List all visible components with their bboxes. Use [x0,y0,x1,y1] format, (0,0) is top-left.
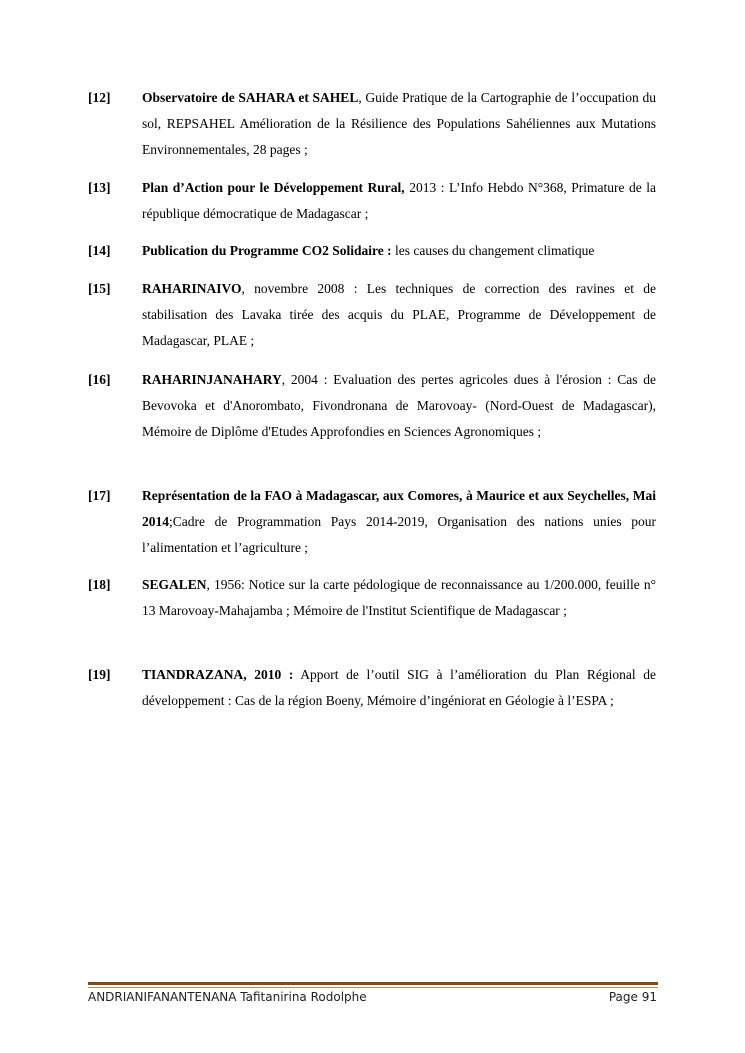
reference-number: [12] [88,90,111,105]
reference-details: , novembre 2008 : Les techniques de correction des ravines et de stabilisation des Lavaka tirée des acquis du PLAE, Programme de Développement de Madagascar, PLAE ; [142,281,656,348]
reference-text [142,662,656,714]
footer-rule-thin [88,987,658,988]
reference-item [88,175,658,227]
reference-text [142,276,656,354]
reference-author: Publication du Programme CO2 Solidaire : [142,243,392,258]
reference-text [142,483,656,561]
reference-item [88,662,658,714]
reference-author: Observatoire de SAHARA et SAHEL [142,90,359,105]
reference-text [142,572,656,624]
reference-text [142,85,656,163]
reference-author: Plan d’Action pour le Développement Rural, [142,180,405,195]
reference-number: [15] [88,281,111,296]
reference-details: Apport de l’outil SIG à l’amélioration du Plan Régional de développement : Cas de la région Boeny, Mémoire d’ingéniorat en Géologie à l’ESPA ; [142,667,656,708]
reference-text [142,367,656,445]
reference-details: , 2004 : Evaluation des pertes agricoles dues à l'érosion : Cas de Bevovoka et d'Anorombato, Fivondronana de Marovoay- (Nord-Ouest de Madagascar), Mémoire de Diplôme d'Etudes Approfondies en Sciences Agronomiques ; [142,372,656,439]
reference-author: RAHARINJANAHARY [142,372,282,387]
reference-details: 2013 : L’Info Hebdo N°368, Primature de la république démocratique de Madagascar ; [142,180,657,221]
reference-text [142,238,656,264]
footer-author: ANDRIANIFANANTENANA Tafitanirina Rodolphe [88,990,367,1004]
reference-number: [18] [88,577,111,592]
reference-author: TIANDRAZANA, 2010 : [142,667,294,682]
footer-rule [88,982,658,985]
reference-item [88,367,658,445]
reference-item [88,85,658,163]
reference-number: [14] [88,243,111,258]
reference-item [88,483,658,561]
reference-number: [16] [88,372,111,387]
reference-author: Représentation de la FAO à Madagascar, aux Comores, à Maurice et aux Seychelles, Mai 2014 [142,488,656,529]
reference-item [88,572,658,624]
reference-author: RAHARINAIVO [142,281,242,296]
reference-item [88,276,658,354]
reference-number: [17] [88,488,111,503]
reference-text [142,175,656,227]
reference-details: les causes du changement climatique [391,243,595,258]
reference-details: ;Cadre de Programmation Pays 2014-2019, Organisation des nations unies pour l’alimentation et l’agriculture ; [142,514,656,555]
reference-details: , 1956: Notice sur la carte pédologique de reconnaissance au 1/200.000, feuille n° 13 Marovoay-Mahajamba ; Mémoire de l'Institut Scientifique de Madagascar ; [142,577,656,618]
reference-author: SEGALEN [142,577,207,592]
page-number: Page 91 [608,990,657,1004]
reference-number: [19] [88,667,111,682]
reference-details: , Guide Pratique de la Cartographie de l’occupation du sol, REPSAHEL Amélioration de la Résilience des Populations Sahéliennes aux Mutations Environnementales, 28 pages ; [142,90,657,157]
reference-number: [13] [88,180,111,195]
reference-item [88,238,658,264]
